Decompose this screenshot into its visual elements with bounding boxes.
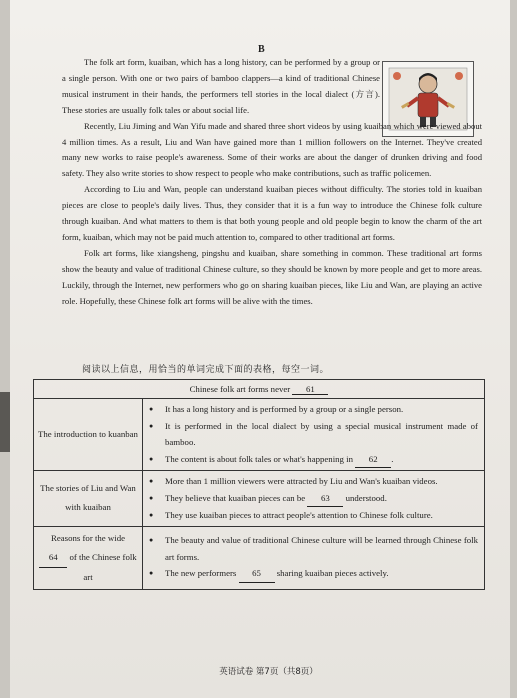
blank-62[interactable]: 62 [355, 451, 391, 469]
bullet-icon: ● [149, 454, 154, 463]
row-label-introduction: The introduction to kuanban [34, 399, 143, 471]
page-footer: 英语试卷 第7页（共8页） [219, 667, 318, 677]
blank-65[interactable]: 65 [239, 565, 275, 583]
list-item: ● The new performers 65 sharing kuaiban pieces actively. [149, 565, 478, 583]
bullet-icon: ● [149, 569, 154, 578]
bullet-icon: ● [149, 405, 154, 413]
paragraph-1: The folk art form, kuaiban, which has a long history, can be performed by a group or a single person. With one or two pairs of bamboo clappers—a kind of traditional Chinese musical instrument in their hands, the performers tell stories in the local dialect (方言). These stories are usually folk tales or about social life. [62, 57, 380, 115]
table-header-row [34, 380, 485, 399]
bullet-icon: ● [149, 511, 154, 519]
table-title [34, 380, 485, 399]
row-label-stories: The stories of Liu and Wan with kuaiban [34, 471, 143, 527]
list-item: ● The content is about folk tales or what's happening in 62 . [149, 451, 478, 469]
bullet-icon: ● [149, 477, 154, 485]
section-label: B [258, 44, 265, 55]
list-item: ● It is performed in the local dialect by using a special musical instrument made of bamboo. [149, 418, 478, 451]
row-content-introduction [143, 399, 485, 471]
list-item: ● They believe that kuaiban pieces can be 63 understood. [149, 490, 478, 508]
paragraph-2: Recently, Liu Jiming and Wan Yifu made and shared three short videos by using kuaiban which were viewed about 4 million times. As a result, Liu and Wan have gained more than 1 million followers on the Internet. They've created many new works to raise people's awareness. Some of their works are about the danger of drunken driving and food safety. They also write stories to show respect to people who make contributions, such as traffic policemen. [62, 120, 482, 179]
blank-61[interactable]: 61 [292, 384, 328, 395]
list-item: ● More than 1 million viewers were attracted by Liu and Wan's kuaiban videos. [149, 473, 478, 490]
bullet-icon: ● [149, 536, 154, 545]
table-title-text: Chinese folk art forms never [189, 383, 291, 394]
blank-63[interactable]: 63 [307, 490, 343, 508]
exam-page [10, 0, 510, 698]
paragraph-3: According to Liu and Wan, people can understand kuaiban pieces without difficulty. The stories told in kuaiban pieces are close to people's daily lives. Thus, they consider that it is a fun way to introduce the Chinese folk culture through kuaiban. And what matters to them is that both young people and old people begin to know the charm of the art form, kuaiban, which may not be paid much attention to, compared to other traditional art forms. [62, 184, 482, 242]
paragraph-4: Folk art forms, like xiangsheng, pingshu and kuaiban, share something in common. These traditional art forms show the beauty and value of traditional Chinese culture, so they should be known by more people and get to more areas. Luckily, through the Internet, new performers who go on sharing kuaiban pieces, like Liu and Wan, are playing an active role. Hopefully, these Chinese folk art forms will be alive with the times. [62, 247, 482, 306]
bullet-icon: ● [149, 493, 154, 502]
table-row [34, 471, 485, 527]
row-label-reasons: Reasons for the wide 64 of the Chinese folk art [34, 526, 143, 589]
bullet-icon: ● [149, 421, 154, 430]
list-item: ● The beauty and value of traditional Chinese culture will be learned through Chinese folk art forms. [149, 532, 478, 565]
row-content-stories [143, 471, 485, 527]
table-row [34, 526, 485, 589]
list-item: ● It has a long history and is performed by a group or a single person. [149, 401, 478, 418]
table-row [34, 399, 485, 471]
instruction-text: 阅读以上信息，用恰当的单词完成下面的表格，每空一词。 [82, 365, 330, 375]
row-content-reasons [143, 526, 485, 589]
summary-table [33, 379, 485, 590]
reading-passage [62, 55, 482, 310]
list-item: ● They use kuaiban pieces to attract people's attention to Chinese folk culture. [149, 507, 478, 524]
blank-64[interactable]: 64 [39, 548, 67, 568]
